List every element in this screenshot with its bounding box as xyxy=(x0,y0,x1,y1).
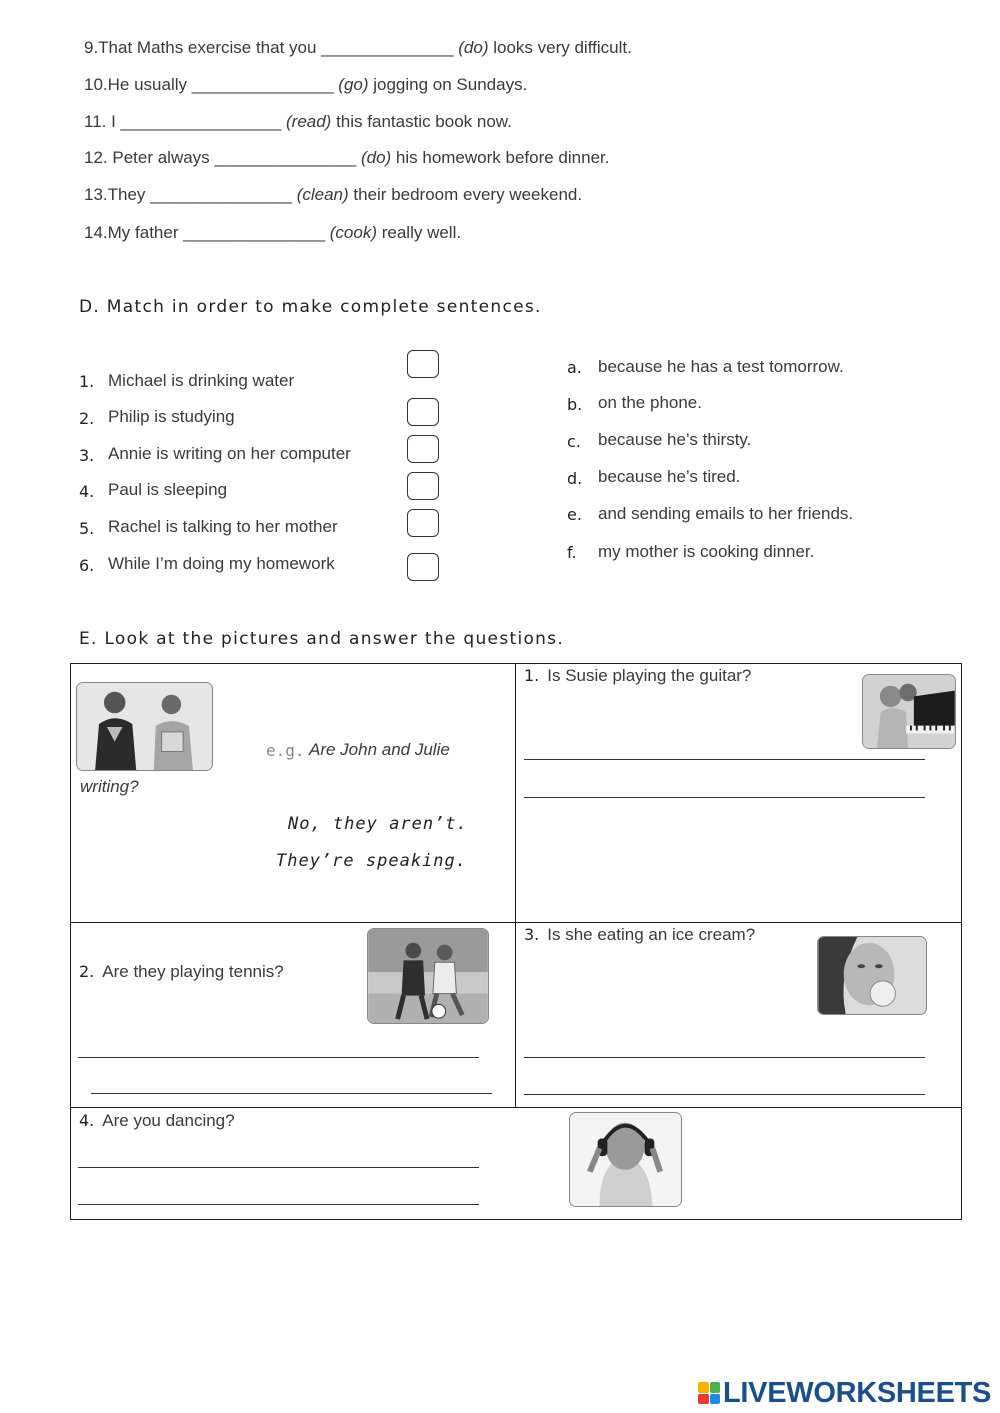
answer-box-5[interactable] xyxy=(407,509,439,537)
question-1-number: 1. xyxy=(524,666,540,685)
match-left-5: Rachel is talking to her mother xyxy=(108,517,338,536)
answer-line-q4-a[interactable] xyxy=(78,1167,479,1168)
table-column-divider xyxy=(515,663,516,1108)
question-4 xyxy=(79,1111,235,1131)
table-divider-1 xyxy=(70,922,962,923)
table-border-left xyxy=(70,663,71,1220)
match-letter-d: d. xyxy=(567,469,583,488)
answer-box-2[interactable] xyxy=(407,398,439,426)
football-illustration xyxy=(368,929,488,1023)
exercise-line-12 xyxy=(84,148,609,168)
sentence-start: 12. Peter always _______________ xyxy=(84,148,361,167)
liveworksheets-logo[interactable] xyxy=(698,1377,991,1409)
answer-box-1[interactable] xyxy=(407,350,439,378)
answer-box-3[interactable] xyxy=(407,435,439,463)
match-number-2: 2. xyxy=(79,409,95,428)
exercise-line-14 xyxy=(84,223,461,243)
table-divider-2 xyxy=(70,1107,962,1108)
logo-square-4 xyxy=(710,1394,721,1405)
question-3 xyxy=(524,925,755,945)
table-border-bottom xyxy=(70,1219,962,1220)
sentence-end: his homework before dinner. xyxy=(391,148,610,167)
logo-square-1 xyxy=(698,1382,709,1393)
match-right-d: because he’s tired. xyxy=(598,467,741,486)
match-letter-c: c. xyxy=(567,432,581,451)
sentence-start: 13.They _______________ xyxy=(84,185,297,204)
section-d-heading: D. Match in order to make complete sentences. xyxy=(79,297,542,317)
sentence-end: their bedroom every weekend. xyxy=(348,185,583,204)
answer-line-q2-a[interactable] xyxy=(78,1057,479,1058)
example-question-part2: writing? xyxy=(80,777,139,796)
verb-hint: (do) xyxy=(360,148,392,167)
photo-woman-with-headphones xyxy=(569,1112,682,1207)
answer-line-q1-b[interactable] xyxy=(524,797,925,798)
question-4-number: 4. xyxy=(79,1111,95,1130)
question-2 xyxy=(79,962,284,982)
question-2-text: Are they playing tennis? xyxy=(102,962,284,981)
question-1-text: Is Susie playing the guitar? xyxy=(547,666,752,685)
question-3-number: 3. xyxy=(524,925,540,944)
exercise-line-13 xyxy=(84,185,582,205)
question-1 xyxy=(524,666,751,686)
exercise-line-10 xyxy=(84,75,527,95)
section-e-heading: E. Look at the pictures and answer the questions. xyxy=(79,629,565,649)
sentence-end: looks very difficult. xyxy=(488,38,632,57)
answer-line-q4-b[interactable] xyxy=(78,1204,479,1205)
headphones-illustration xyxy=(570,1113,681,1206)
answer-line-q1-a[interactable] xyxy=(524,759,925,760)
photo-boys-playing-football xyxy=(367,928,489,1024)
match-number-4: 4. xyxy=(79,482,95,501)
match-number-3: 3. xyxy=(79,446,95,465)
sentence-start: 9.That Maths exercise that you ______________ xyxy=(84,38,459,57)
match-letter-a: a. xyxy=(567,358,582,377)
sentence-start: 14.My father _______________ xyxy=(84,223,330,242)
exercise-line-9 xyxy=(84,38,632,58)
question-2-number: 2. xyxy=(79,962,95,981)
match-right-a: because he has a test tomorrow. xyxy=(598,357,844,376)
match-number-1: 1. xyxy=(79,372,95,391)
example-label: e.g. xyxy=(266,741,305,760)
example-answer-2: They’re speaking. xyxy=(276,851,467,871)
photo-girl-playing-piano xyxy=(862,674,956,749)
people-talking-illustration xyxy=(77,683,212,770)
sentence-start: 10.He usually _______________ xyxy=(84,75,339,94)
match-left-1: Michael is drinking water xyxy=(108,371,295,390)
match-left-3: Annie is writing on her computer xyxy=(108,444,351,463)
answer-box-4[interactable] xyxy=(407,472,439,500)
photo-two-people-talking xyxy=(76,682,213,771)
answer-box-6[interactable] xyxy=(407,553,439,581)
verb-hint: (do) xyxy=(458,38,489,57)
logo-square-3 xyxy=(698,1394,709,1405)
match-right-c: because he’s thirsty. xyxy=(598,430,752,449)
woman-eating-illustration xyxy=(818,937,926,1014)
match-left-2: Philip is studying xyxy=(108,407,235,426)
logo-square-2 xyxy=(710,1382,721,1393)
match-letter-f: f. xyxy=(567,543,577,562)
verb-hint: (clean) xyxy=(296,185,349,204)
example-answer-1: No, they aren’t. xyxy=(288,814,468,834)
match-letter-e: e. xyxy=(567,505,582,524)
verb-hint: (go) xyxy=(338,75,369,94)
match-left-6: While I’m doing my homework xyxy=(108,554,335,573)
match-number-5: 5. xyxy=(79,519,95,538)
verb-hint: (cook) xyxy=(329,223,377,242)
exercise-line-11 xyxy=(84,112,512,132)
sentence-end: this fantastic book now. xyxy=(331,112,512,131)
photo-woman-eating-apple xyxy=(817,936,927,1015)
match-right-f: my mother is cooking dinner. xyxy=(598,542,815,561)
verb-hint: (read) xyxy=(286,112,332,131)
table-border-right xyxy=(961,663,962,1220)
sentence-end: jogging on Sundays. xyxy=(368,75,528,94)
logo-mark-icon xyxy=(698,1382,720,1404)
match-letter-b: b. xyxy=(567,395,583,414)
match-number-6: 6. xyxy=(79,556,95,575)
question-4-text: Are you dancing? xyxy=(102,1111,235,1130)
sentence-start: 11. I _________________ xyxy=(84,112,286,131)
sentence-end: really well. xyxy=(377,223,462,242)
answer-line-q3-a[interactable] xyxy=(524,1057,925,1058)
example-question-part1: Are John and Julie xyxy=(309,740,450,759)
logo-text: LIVEWORKSHEETS xyxy=(723,1376,992,1409)
answer-line-q3-b[interactable] xyxy=(524,1094,925,1095)
table-border-top xyxy=(70,663,962,664)
piano-illustration xyxy=(863,675,955,748)
match-right-e: and sending emails to her friends. xyxy=(598,504,854,523)
match-right-b: on the phone. xyxy=(598,393,702,412)
answer-line-q2-b[interactable] xyxy=(91,1093,492,1094)
question-3-text: Is she eating an ice cream? xyxy=(547,925,756,944)
match-left-4: Paul is sleeping xyxy=(108,480,228,499)
